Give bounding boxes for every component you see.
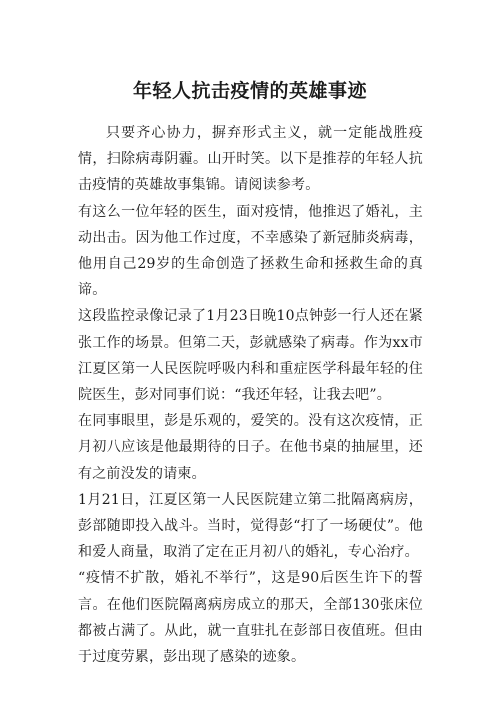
paragraph: 在同事眼里，彭是乐观的，爱笑的。没有这次疫情，正月初八应该是他最期待的日子。在他书桌的抽屉里，还有之前没发的请柬。 xyxy=(78,413,423,482)
document-body xyxy=(78,120,423,670)
document-title: 年轻人抗击疫情的英雄事迹 xyxy=(132,80,367,102)
paragraph-intro: 只要齐心协力，摒弃形式主义，就一定能战胜疫情，扫除病毒阴霾。山开时笑。以下是推荐的年轻人抗击疫情的英雄故事集锦。请阅读参考。 xyxy=(78,125,423,194)
paragraph: “疫情不扩散，婚礼不举行”，这是90后医生许下的誓言。在他们医院隔离病房成立的那天，全部130张床位都被占满了。从此，就一直驻扎在彭部日夜值班。但由于过度劳累，彭出现了感染的迹象。 xyxy=(78,570,423,666)
paragraph: 1月21日，江夏区第一人民医院建立第二批隔离病房，彭部随即投入战斗。当时，觉得彭“打了一场硬仗”。他和爱人商量，取消了定在正月初八的婚礼，专心治疗。 xyxy=(78,491,423,561)
paragraph: 这段监控录像记录了1月23日晚10点钟彭一行人还在紧张工作的场景。但第二天，彭就感染了病毒。作为xx市江夏区第一人民医院呼吸内科和重症医学科最年轻的住院医生，彭对同事们说：“我还年轻，让我去吧”。 xyxy=(78,308,423,404)
paragraph: 有这么一位年轻的医生，面对疫情，他推迟了婚礼，主动出击。因为他工作过度，不幸感染了新冠肺炎病毒，他用自己29岁的生命创造了拯救生命和拯救生命的真谛。 xyxy=(78,203,423,299)
